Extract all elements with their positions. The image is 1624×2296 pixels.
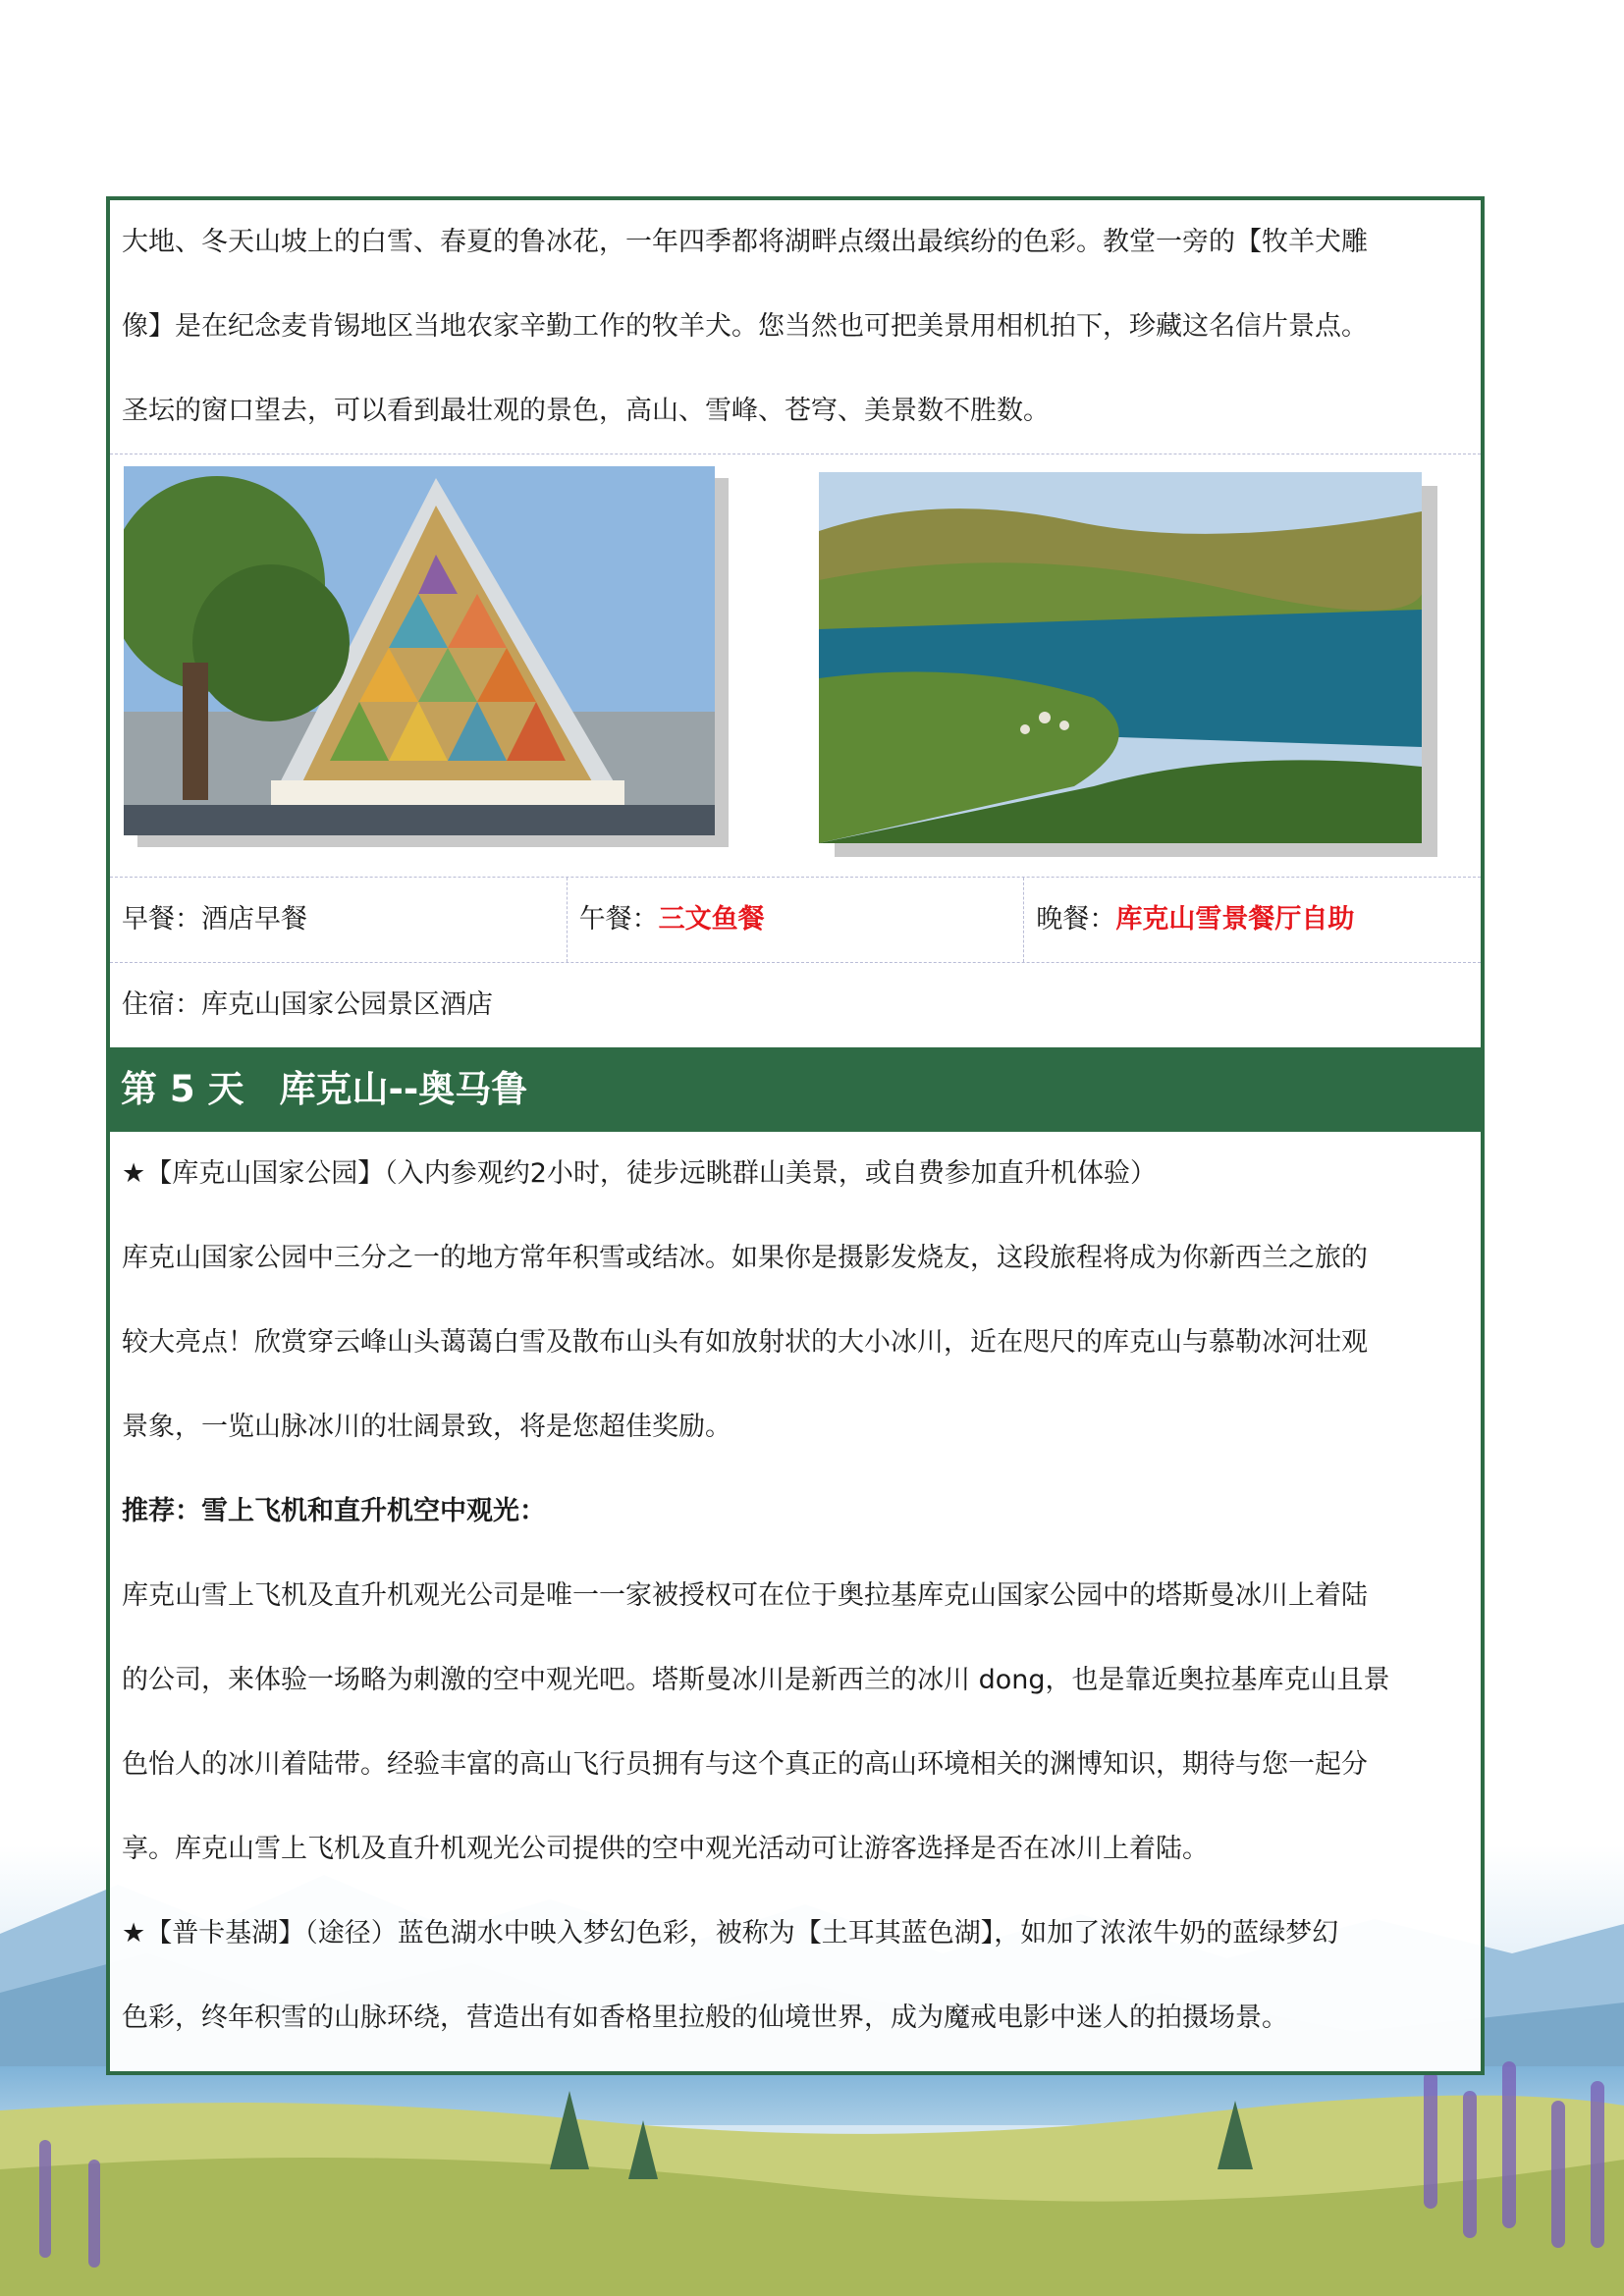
recommend-heading: 推荐：雪上飞机和直升机空中观光： [122,1496,546,1526]
day5-content [110,1132,1481,2060]
paragraph-line: 色彩，终年积雪的山脉环绕，营造出有如香格里拉般的仙境世界，成为魔戒电影中迷人的拍摄场景。 [122,2002,1288,2033]
photo-row [110,454,1481,878]
day-route: 库克山--奥马鲁 [279,1068,528,1110]
intro-line: 像】是在纪念麦肯锡地区当地农家辛勤工作的牧羊犬。您当然也可把美景用相机拍下，珍藏这名信片景点。 [122,311,1368,342]
dinner-value: 库克山雪景餐厅自助 [1115,904,1355,934]
dinner-cell [1024,878,1481,962]
attraction-item: ★【普卡基湖】（途径）蓝色湖水中映入梦幻色彩，被称为【土耳其蓝色湖】，如加了浓浓牛奶的蓝绿梦幻 [122,1918,1339,1949]
dinner-label: 晚餐： [1036,904,1116,934]
cathedral-photo [124,466,715,835]
lunch-label: 午餐： [578,904,659,934]
paragraph-line: 色怡人的冰川着陆带。经验丰富的高山飞行员拥有与这个真正的高山环境相关的渊博知识，期待与您一起分 [122,1749,1368,1780]
paragraph-line: 的公司，来体验一场略为刺激的空中观光吧。塔斯曼冰川是新西兰的冰川 dong，也是靠近奥拉基库克山且景 [122,1665,1390,1695]
attraction-item: ★【库克山国家公园】（入内参观约2小时，徒步远眺群山美景，或自费参加直升机体验） [122,1158,1157,1189]
paragraph-line: 享。库克山雪上飞机及直升机观光公司提供的空中观光活动可让游客选择是否在冰川上着陆。 [122,1834,1209,1864]
breakfast-cell [110,878,568,962]
paragraph-line: 库克山雪上飞机及直升机观光公司是唯一一家被授权可在位于奥拉基库克山国家公园中的塔斯曼冰川上着陆 [122,1580,1368,1611]
harbour-photo [819,472,1422,843]
lunch-value: 三文鱼餐 [658,904,765,934]
paragraph-line: 较大亮点！欣赏穿云峰山头蔼蔼白雪及散布山头有如放射状的大小冰川，近在咫尺的库克山与慕勒冰河壮观 [122,1327,1368,1358]
lunch-cell [568,878,1025,962]
intro-line: 大地、冬天山坡上的白雪、春夏的鲁冰花，一年四季都将湖畔点缀出最缤纷的色彩。教堂一旁的【牧羊犬雕 [122,227,1368,257]
breakfast-value: 酒店早餐 [201,904,307,934]
intro-section [110,200,1481,454]
lodging-value: 库克山国家公园景区酒店 [201,989,493,1020]
paragraph-line: 库克山国家公园中三分之一的地方常年积雪或结冰。如果你是摄影发烧友，这段旅程将成为你新西兰之旅的 [122,1243,1368,1273]
day-heading [109,1047,1482,1132]
lodging-label: 住宿： [122,989,201,1020]
intro-line: 圣坛的窗口望去，可以看到最壮观的景色，高山、雪峰、苍穹、美景数不胜数。 [122,396,1050,426]
day-number: 第 5 天 [121,1068,244,1110]
breakfast-label: 早餐： [122,904,201,934]
paragraph-line: 景象，一览山脉冰川的壮阔景致，将是您超佳奖励。 [122,1412,731,1442]
lodging-row [110,963,1481,1047]
itinerary-frame [106,196,1485,2075]
meals-row [110,878,1481,963]
